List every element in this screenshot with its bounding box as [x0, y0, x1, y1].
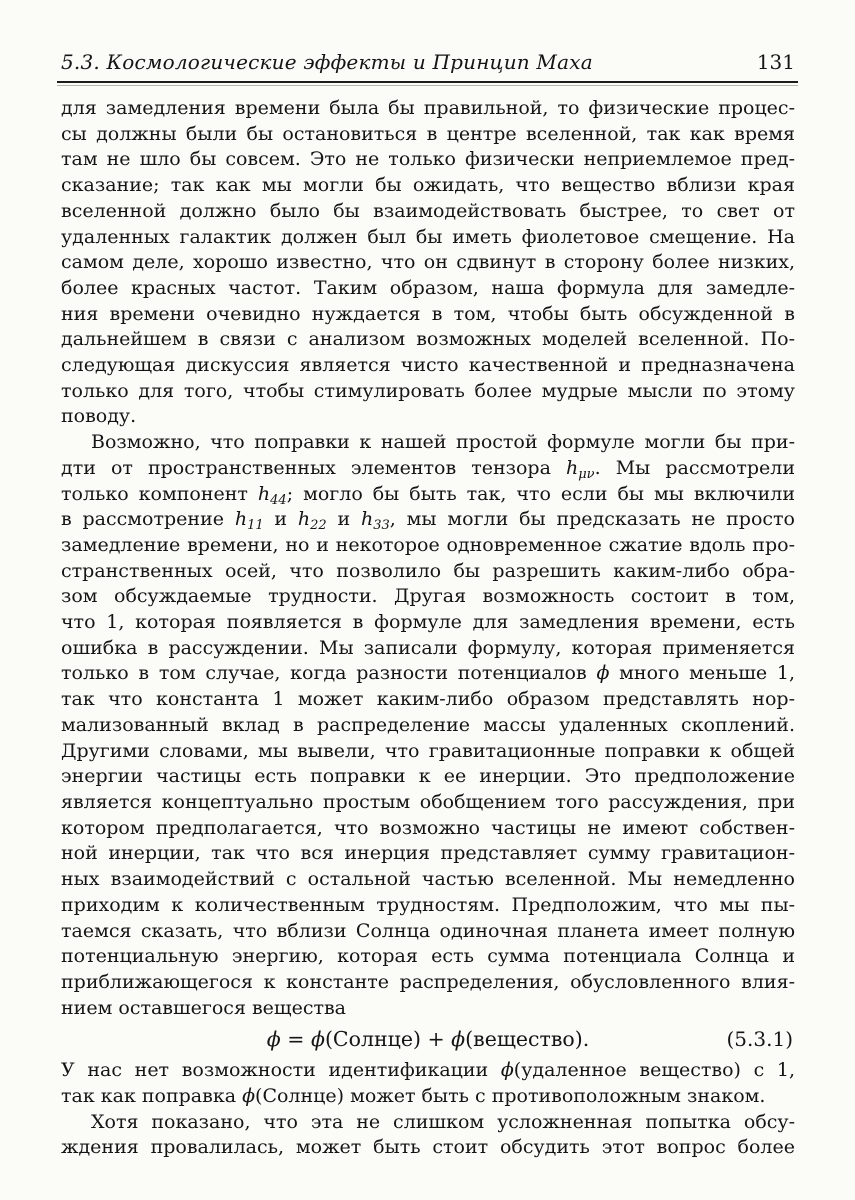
text-line: потенциальную энергию, которая есть сумма потенциала Солнца и — [61, 945, 795, 968]
section-title: 5.3. Космологические эффекты и Принцип Маха — [61, 50, 593, 74]
header-rule — [57, 81, 798, 83]
text-line: котором предполагается, что возможно частицы не имеют собствен- — [61, 816, 795, 839]
text-line: Возможно, что поправки к нашей простой формуле могли бы при- — [91, 431, 795, 454]
header-rule-echo — [57, 85, 798, 86]
text-line: ждения провалилась, может быть стоит обсудить этот вопрос более — [61, 1136, 795, 1159]
paragraph — [61, 1110, 795, 1161]
text-line: ных взаимодействий с остальной частью вселенной. Мы немедленно — [61, 868, 795, 891]
text-line: более красных частот. Таким образом, наша формула для замедле- — [61, 276, 795, 299]
text-line: приближающегося к константе распределения, обусловленного влия- — [61, 970, 795, 993]
text-line: Другими словами, мы вывели, что гравитационные поправки к общей — [61, 739, 795, 762]
running-header — [61, 50, 795, 74]
text-line: что 1, которая появляется в формуле для замедления времени, есть — [61, 611, 795, 634]
equation-body: ϕ = ϕ(Солнце) + ϕ(вещество). — [266, 1027, 590, 1052]
text-line: поводу. — [61, 405, 137, 428]
text-line: сказание; так как мы могли бы ожидать, что вещество вблизи края — [61, 174, 795, 197]
text-line: приходим к количественным трудностям. Предположим, что мы пы- — [61, 893, 795, 916]
equation-number: (5.3.1) — [726, 1027, 793, 1052]
page-number: 131 — [756, 50, 795, 74]
text-line: самом деле, хорошо известно, что он сдвинут в сторону более низких, — [61, 251, 795, 274]
text-line: в рассмотрение $h_{11}$ и $h_{22}$ и $h_{33}$, мы могли бы предсказать не просто — [61, 508, 795, 534]
text-line: ния времени очевидно нуждается в том, чтобы быть обсужденной в — [61, 302, 795, 325]
text-line: замедление времени, но и некоторое одновременное сжатие вдоль про- — [61, 533, 795, 556]
text-line: следующая дискуссия является чисто качественной и предназначена — [61, 354, 795, 377]
text-line: так что константа 1 может каким-либо образом представлять нор- — [61, 688, 795, 711]
text-line: только в том случае, когда разности потенциалов ϕ много меньше 1, — [61, 662, 795, 685]
text-line: зом обсуждаемые трудности. Другая возможность состоит в том, — [61, 585, 795, 608]
paragraph — [61, 96, 795, 430]
text-line: У нас нет возможности идентификации ϕ(удаленное вещество) с 1, — [61, 1059, 795, 1082]
text-line: таемся сказать, что вблизи Солнца одиночная планета имеет полную — [61, 919, 795, 942]
text-line: удаленных галактик должен был бы иметь фиолетовое смещение. На — [61, 225, 795, 248]
text-line: так как поправка ϕ(Солнце) может быть с противоположным знаком. — [61, 1085, 766, 1108]
text-line: является концептуально простым обобщением того рассуждения, при — [61, 790, 795, 813]
text-line: только компонент $h_{44}$; могло бы быть так, что если бы мы включили — [61, 482, 795, 508]
text-line: только для того, чтобы стимулировать более мудрые мысли по этому — [61, 379, 795, 402]
text-line: Хотя показано, что эта не слишком усложненная попытка обсу- — [91, 1110, 795, 1133]
text-line: странственных осей, что позволило бы разрешить каким-либо обра- — [61, 559, 795, 582]
paragraph — [61, 430, 795, 1021]
text-line: дти от пространственных элементов тензора $h_{\mu\nu}$. Мы рассмотрели — [61, 456, 795, 482]
text-line: вселенной должно было бы взаимодействовать быстрее, то свет от — [61, 199, 795, 222]
paragraph — [61, 1058, 795, 1109]
text-line: дальнейшем в связи с анализом возможных моделей вселенной. По- — [61, 328, 795, 351]
text-line: сы должны были бы остановиться в центре вселенной, так как время — [61, 122, 795, 145]
text-line: ной инерции, так что вся инерция представляет сумму гравитацион- — [61, 842, 795, 865]
text-line: для замедления времени была бы правильной, то физические процес- — [61, 97, 795, 119]
display-equation — [61, 1026, 795, 1053]
page-body — [61, 96, 795, 1161]
text-line: мализованный вклад в распределение массы удаленных скоплений. — [61, 713, 795, 736]
text-line: нием оставшегося вещества — [61, 996, 346, 1019]
text-line: ошибка в рассуждении. Мы записали формулу, которая применяется — [61, 636, 795, 659]
text-line: там не шло бы совсем. Это не только физически неприемлемое пред- — [61, 148, 795, 171]
text-line: энергии частицы есть поправки к ее инерции. Это предположение — [61, 765, 795, 788]
